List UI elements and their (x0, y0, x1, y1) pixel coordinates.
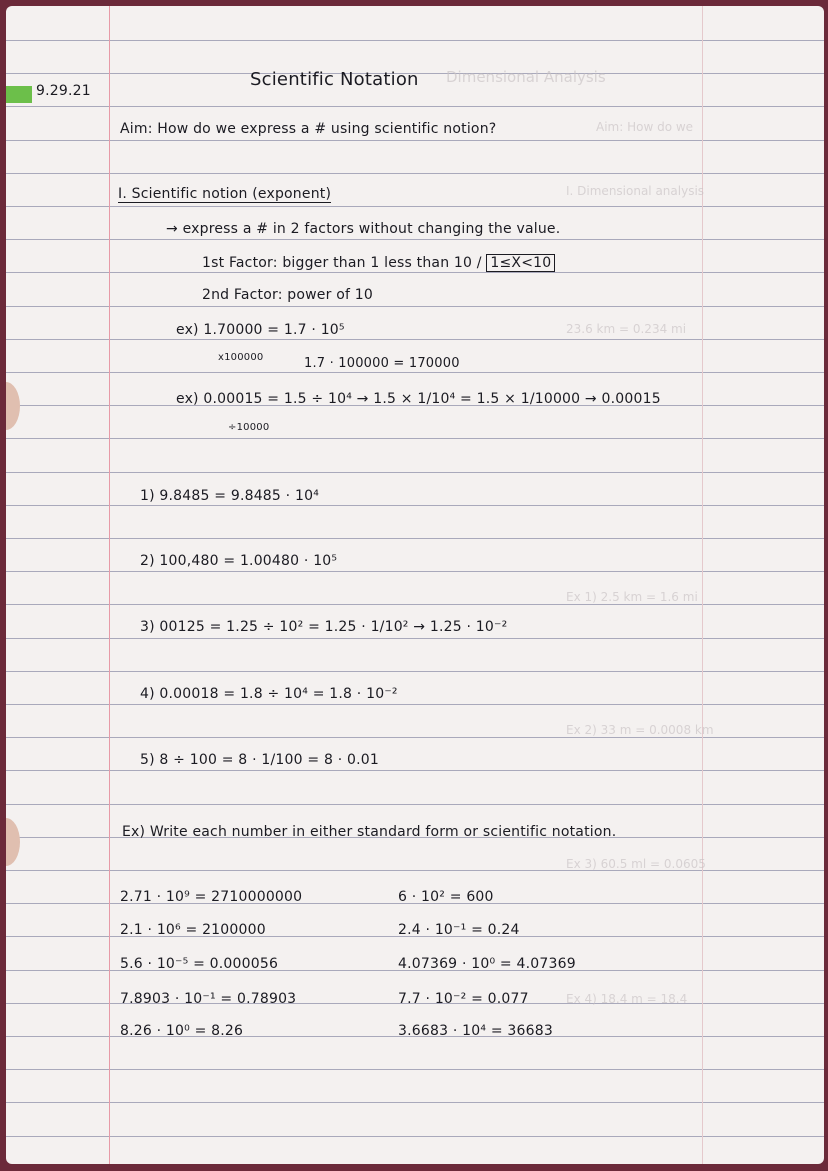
section-heading: I. Scientific notion (exponent) (118, 186, 332, 202)
page-title: Scientific Notation (250, 69, 419, 90)
date-label: 9.29.21 (36, 83, 91, 99)
exercise-right-item: 4.07369 · 10⁰ = 4.07369 (398, 956, 576, 972)
exercise-right-item: 6 · 10² = 600 (398, 889, 494, 905)
problem-item: 3) 00125 = 1.25 ÷ 10² = 1.25 · 1/10² → 1.25 · 10⁻² (140, 619, 508, 635)
example-2-note: ÷10000 (228, 422, 270, 433)
exercise-right-item: 7.7 · 10⁻² = 0.077 (398, 991, 529, 1007)
range-box: 1≤X<10 (486, 254, 555, 272)
binder-hole (6, 382, 20, 430)
exercise-left-item: 2.71 · 10⁹ = 2710000000 (120, 889, 303, 905)
exercise-left-item: 8.26 · 10⁰ = 8.26 (120, 1023, 244, 1039)
notebook-page (6, 6, 824, 1164)
exercise-left-item: 5.6 · 10⁻⁵ = 0.000056 (120, 956, 279, 972)
exercise-left-item: 2.1 · 10⁶ = 2100000 (120, 922, 266, 938)
problem-item: 2) 100,480 = 1.00480 · 10⁵ (140, 553, 338, 569)
example-2: ex) 0.00015 = 1.5 ÷ 10⁴ → 1.5 × 1/10⁴ = 1.5 × 1/10000 → 0.00015 (176, 391, 661, 407)
show-through-text: Ex 4) 18.4 m = 18.4 (566, 992, 688, 1006)
show-through-margin (702, 6, 703, 1164)
date-tab-marker (6, 86, 32, 103)
show-through-text: Ex 2) 33 m = 0.0008 km (566, 723, 714, 737)
show-through-text: Aim: How do we (596, 120, 694, 134)
example-1-result: 1.7 · 100000 = 170000 (304, 356, 460, 371)
show-through-text: I. Dimensional analysis (566, 184, 705, 198)
exercise-right-item: 3.6683 · 10⁴ = 36683 (398, 1023, 553, 1039)
first-factor-text: 1st Factor: bigger than 1 less than 10 / (202, 255, 482, 271)
definition-line: → express a # in 2 factors without changing the value. (166, 221, 561, 237)
first-factor-line (202, 255, 555, 271)
problem-item: 5) 8 ÷ 100 = 8 · 1/100 = 8 · 0.01 (140, 752, 379, 768)
second-factor-line: 2nd Factor: power of 10 (202, 287, 373, 303)
exercise-left-item: 7.8903 · 10⁻¹ = 0.78903 (120, 991, 297, 1007)
margin-line (109, 6, 110, 1164)
show-through-text: Ex 3) 60.5 ml = 0.0605 (566, 857, 706, 871)
show-through-text: Dimensional Analysis (446, 68, 606, 86)
binder-hole (6, 818, 20, 866)
show-through-text: 23.6 km = 0.234 mi (566, 322, 687, 336)
problem-item: 4) 0.00018 = 1.8 ÷ 10⁴ = 1.8 · 10⁻² (140, 686, 398, 702)
exercise-right-item: 2.4 · 10⁻¹ = 0.24 (398, 922, 520, 938)
example-1-note: x100000 (218, 352, 264, 363)
show-through-text: Ex 1) 2.5 km = 1.6 mi (566, 590, 698, 604)
aim-line: Aim: How do we express a # using scientific notion? (120, 121, 497, 137)
exercise-prompt: Ex) Write each number in either standard form or scientific notation. (122, 824, 617, 840)
example-1: ex) 1.70000 = 1.7 · 10⁵ (176, 322, 345, 338)
problem-item: 1) 9.8485 = 9.8485 · 10⁴ (140, 488, 320, 504)
